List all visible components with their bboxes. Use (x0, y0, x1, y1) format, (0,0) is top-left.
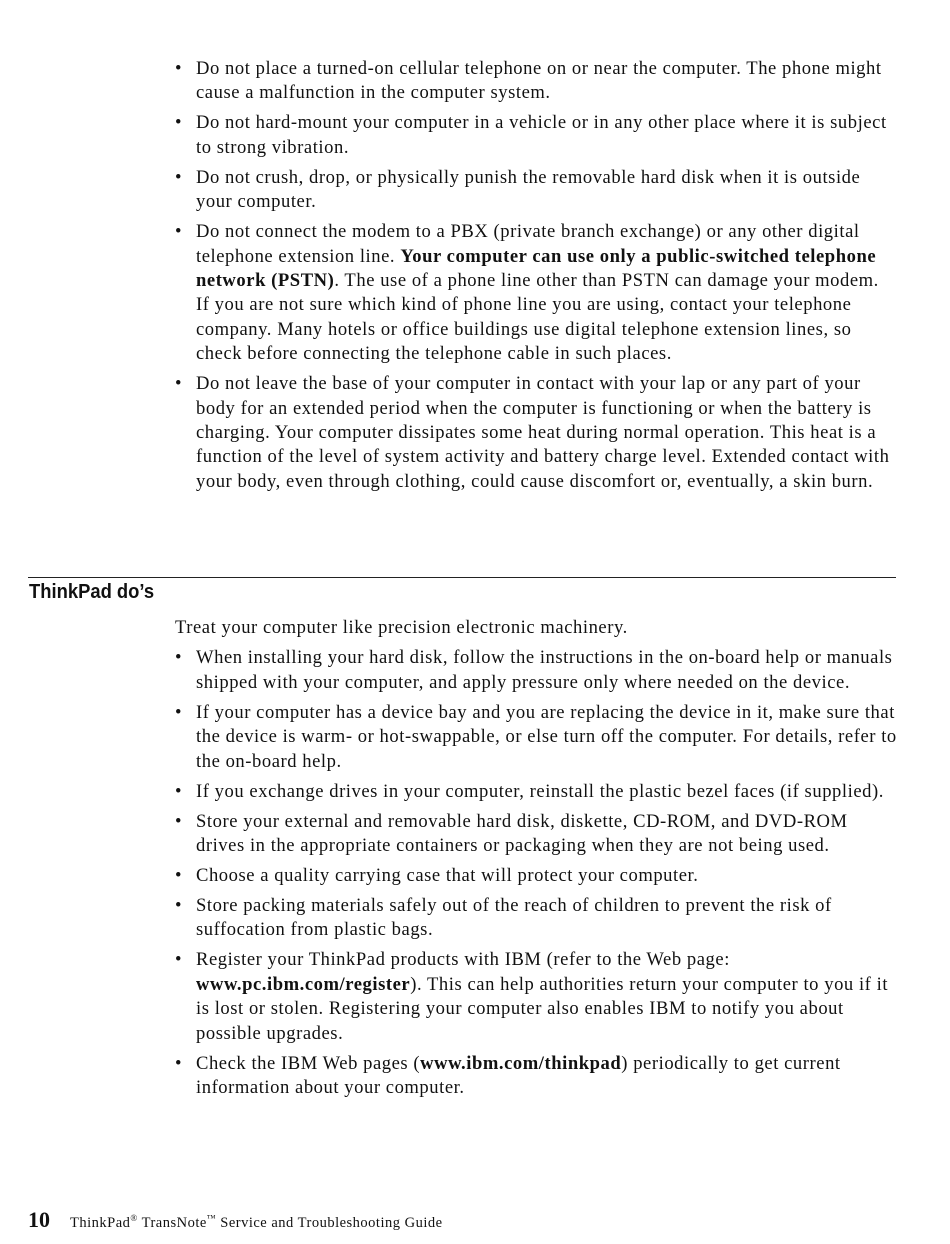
bullet-item (175, 111, 897, 160)
section-divider (28, 577, 896, 578)
bullet-text: Do not crush, drop, or physically punish the removable hard disk when it is outside your computer. (196, 166, 861, 213)
bullet-text: Check the IBM Web pages ( (196, 1052, 421, 1074)
bold-text: www.ibm.com/thinkpad (420, 1052, 622, 1074)
donts-list (175, 57, 897, 494)
bullet-item (175, 220, 897, 366)
bullet-item (175, 948, 897, 1046)
page-footer (28, 1207, 443, 1233)
bullet-text: Do not connect the modem to a PBX (private branch exchange) or any other digital telephone extension line. (196, 221, 860, 267)
bold-text: www.pc.ibm.com/register (196, 973, 411, 995)
bullet-text: Register your ThinkPad products with IBM (refer to the Web page: (196, 949, 730, 971)
bullet-item (175, 57, 897, 106)
page-number: 10 (28, 1207, 50, 1232)
bullet-text: Store your external and removable hard disk, diskette, CD-ROM, and DVD-ROM drives in the appropriate containers or packaging when they are not being used. (196, 810, 848, 857)
bullet-text: If you exchange drives in your computer, reinstall the plastic bezel faces (if supplied). (196, 780, 884, 802)
bullet-item (175, 372, 897, 494)
footer-title-part: ThinkPad (70, 1215, 131, 1231)
registered-mark: ® (130, 1213, 138, 1223)
bullet-item (175, 810, 897, 859)
bullet-item (175, 780, 897, 804)
bullet-text: Choose a quality carrying case that will protect your computer. (196, 865, 699, 887)
bullet-item (175, 1052, 897, 1101)
bullet-text: ). This can help authorities return your computer to you if it is lost or stolen. Registering your computer also enables IBM to notify you about possible upgrades. (196, 973, 889, 1044)
bullet-item (175, 646, 897, 695)
bullet-text: When installing your hard disk, follow the instructions in the on-board help or manuals shipped with your computer, and apply pressure only where needed on the device. (196, 647, 893, 693)
safety-bullets-section (175, 57, 897, 500)
section-heading: ThinkPad do’s (29, 581, 155, 603)
bullet-item (175, 864, 897, 888)
bullet-text: Do not hard-mount your computer in a vehicle or in any other place where it is subject to strong vibration. (196, 112, 887, 158)
footer-title-part: Service and Troubleshooting Guide (216, 1215, 443, 1231)
bullet-text: If your computer has a device bay and you are replacing the device in it, make sure that the device is warm- or hot-swappable, or else turn off the computer. For details, refer to the on-board help. (196, 701, 897, 772)
dos-list (175, 646, 897, 1100)
bullet-text: Do not place a turned-on cellular telephone on or near the computer. The phone might cause a malfunction in the computer system. (196, 58, 882, 104)
bullet-text: Store packing materials safely out of the reach of children to prevent the risk of suffocation from plastic bags. (196, 895, 832, 941)
dos-section (175, 616, 897, 1106)
bullet-text: Do not leave the base of your computer in contact with your lap or any part of your body for an extended period when the computer is functioning or when the battery is charging. Your computer dissipates some heat during normal operation. This heat is a function of the level of system activity and battery charge level. Extended contact with your body, even through clothing, could cause discomfort or, eventually, a skin burn. (196, 373, 890, 492)
trademark-mark: ™ (206, 1213, 217, 1223)
bullet-item (175, 701, 897, 774)
bullet-item (175, 166, 897, 215)
bullet-text: ) periodically to get current information about your computer. (196, 1052, 841, 1099)
section-intro: Treat your computer like precision electronic machinery. (175, 617, 628, 638)
footer-title-part: TransNote (137, 1215, 207, 1231)
bullet-text: . The use of a phone line other than PSTN can damage your modem. If you are not sure which kind of phone line you are using, contact your telephone company. Many hotels or office buildings use digital telephone extension lines, so check before connecting the telephone cable in such places. (196, 270, 879, 365)
bullet-item (175, 894, 897, 943)
bold-text: Your computer can use only a public-switched telephone network (PSTN) (196, 245, 877, 292)
